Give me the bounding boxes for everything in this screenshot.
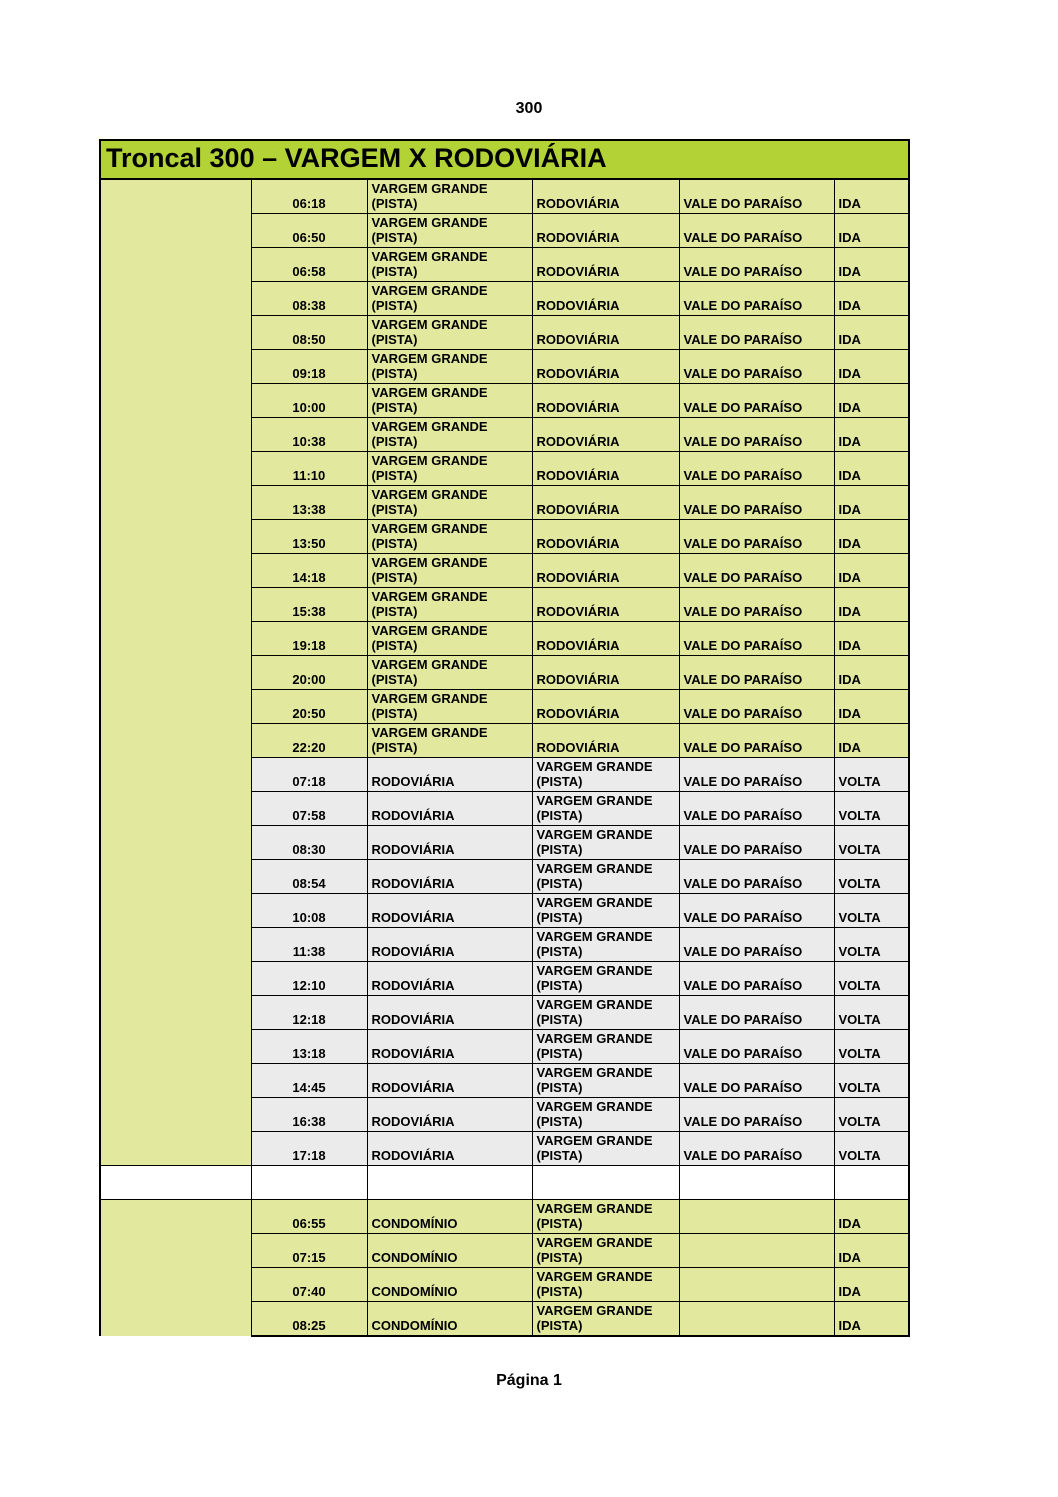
- cell-to: RODOVIÁRIA: [532, 350, 679, 384]
- cell-via: [679, 1234, 834, 1268]
- cell-from: [367, 1166, 532, 1200]
- cell-time: 13:50: [251, 520, 367, 554]
- cell-via: VALE DO PARAÍSO: [679, 860, 834, 894]
- cell-time: 10:08: [251, 894, 367, 928]
- cell-to: VARGEM GRANDE (PISTA): [532, 1302, 679, 1337]
- cell-time: 07:58: [251, 792, 367, 826]
- left-spacer-cell: [100, 179, 251, 1166]
- schedule-row: [100, 1166, 909, 1200]
- cell-direction: VOLTA: [834, 996, 909, 1030]
- cell-time: 08:50: [251, 316, 367, 350]
- cell-from: VARGEM GRANDE (PISTA): [367, 418, 532, 452]
- title-row: [100, 140, 909, 179]
- cell-to: VARGEM GRANDE (PISTA): [532, 1030, 679, 1064]
- cell-direction: IDA: [834, 418, 909, 452]
- cell-time: 06:50: [251, 214, 367, 248]
- cell-from: RODOVIÁRIA: [367, 996, 532, 1030]
- page-title: Troncal 300 – VARGEM X RODOVIÁRIA: [100, 140, 909, 179]
- cell-to: RODOVIÁRIA: [532, 418, 679, 452]
- cell-to: VARGEM GRANDE (PISTA): [532, 996, 679, 1030]
- cell-to: RODOVIÁRIA: [532, 520, 679, 554]
- cell-to: RODOVIÁRIA: [532, 656, 679, 690]
- cell-via: VALE DO PARAÍSO: [679, 214, 834, 248]
- cell-time: 07:18: [251, 758, 367, 792]
- cell-time: 11:38: [251, 928, 367, 962]
- cell-from: VARGEM GRANDE (PISTA): [367, 656, 532, 690]
- cell-to: RODOVIÁRIA: [532, 622, 679, 656]
- cell-direction: IDA: [834, 452, 909, 486]
- cell-from: CONDOMÍNIO: [367, 1234, 532, 1268]
- cell-from: VARGEM GRANDE (PISTA): [367, 588, 532, 622]
- cell-direction: IDA: [834, 214, 909, 248]
- cell-via: VALE DO PARAÍSO: [679, 248, 834, 282]
- cell-from: VARGEM GRANDE (PISTA): [367, 282, 532, 316]
- cell-from: RODOVIÁRIA: [367, 826, 532, 860]
- cell-to: RODOVIÁRIA: [532, 214, 679, 248]
- cell-via: VALE DO PARAÍSO: [679, 996, 834, 1030]
- cell-from: RODOVIÁRIA: [367, 758, 532, 792]
- cell-from: VARGEM GRANDE (PISTA): [367, 248, 532, 282]
- cell-direction: IDA: [834, 486, 909, 520]
- cell-via: VALE DO PARAÍSO: [679, 350, 834, 384]
- cell-direction: IDA: [834, 520, 909, 554]
- cell-to: VARGEM GRANDE (PISTA): [532, 792, 679, 826]
- cell-direction: IDA: [834, 724, 909, 758]
- cell-to: VARGEM GRANDE (PISTA): [532, 758, 679, 792]
- cell-time: 13:38: [251, 486, 367, 520]
- cell-via: VALE DO PARAÍSO: [679, 792, 834, 826]
- cell-direction: IDA: [834, 350, 909, 384]
- left-spacer-cell: [100, 1166, 251, 1200]
- cell-via: VALE DO PARAÍSO: [679, 418, 834, 452]
- cell-to: VARGEM GRANDE (PISTA): [532, 826, 679, 860]
- cell-direction: VOLTA: [834, 860, 909, 894]
- cell-from: VARGEM GRANDE (PISTA): [367, 486, 532, 520]
- cell-to: RODOVIÁRIA: [532, 384, 679, 418]
- cell-time: 08:38: [251, 282, 367, 316]
- cell-to: RODOVIÁRIA: [532, 554, 679, 588]
- cell-to: VARGEM GRANDE (PISTA): [532, 1098, 679, 1132]
- cell-from: RODOVIÁRIA: [367, 1132, 532, 1166]
- cell-to: VARGEM GRANDE (PISTA): [532, 894, 679, 928]
- cell-time: 09:18: [251, 350, 367, 384]
- cell-via: VALE DO PARAÍSO: [679, 1064, 834, 1098]
- cell-time: 14:18: [251, 554, 367, 588]
- left-spacer-cell: [100, 1200, 251, 1337]
- cell-direction: IDA: [834, 179, 909, 214]
- cell-time: 20:00: [251, 656, 367, 690]
- cell-direction: VOLTA: [834, 758, 909, 792]
- cell-from: RODOVIÁRIA: [367, 962, 532, 996]
- cell-time: 22:20: [251, 724, 367, 758]
- cell-to: RODOVIÁRIA: [532, 316, 679, 350]
- cell-from: RODOVIÁRIA: [367, 928, 532, 962]
- cell-direction: [834, 1166, 909, 1200]
- cell-time: 07:15: [251, 1234, 367, 1268]
- cell-time: 19:18: [251, 622, 367, 656]
- cell-from: RODOVIÁRIA: [367, 894, 532, 928]
- cell-from: VARGEM GRANDE (PISTA): [367, 520, 532, 554]
- cell-from: VARGEM GRANDE (PISTA): [367, 316, 532, 350]
- cell-time: 12:18: [251, 996, 367, 1030]
- cell-via: VALE DO PARAÍSO: [679, 282, 834, 316]
- cell-direction: IDA: [834, 588, 909, 622]
- cell-direction: VOLTA: [834, 826, 909, 860]
- cell-direction: IDA: [834, 316, 909, 350]
- cell-to: VARGEM GRANDE (PISTA): [532, 1200, 679, 1234]
- schedule-table: [99, 139, 910, 1337]
- cell-direction: IDA: [834, 282, 909, 316]
- cell-from: VARGEM GRANDE (PISTA): [367, 690, 532, 724]
- cell-to: VARGEM GRANDE (PISTA): [532, 1268, 679, 1302]
- cell-from: VARGEM GRANDE (PISTA): [367, 350, 532, 384]
- cell-direction: VOLTA: [834, 1132, 909, 1166]
- cell-time: 08:25: [251, 1302, 367, 1337]
- cell-to: VARGEM GRANDE (PISTA): [532, 860, 679, 894]
- cell-via: VALE DO PARAÍSO: [679, 1030, 834, 1064]
- cell-direction: IDA: [834, 248, 909, 282]
- cell-via: VALE DO PARAÍSO: [679, 520, 834, 554]
- cell-via: [679, 1166, 834, 1200]
- cell-via: VALE DO PARAÍSO: [679, 962, 834, 996]
- cell-direction: VOLTA: [834, 1064, 909, 1098]
- cell-to: RODOVIÁRIA: [532, 486, 679, 520]
- cell-time: 08:30: [251, 826, 367, 860]
- cell-from: VARGEM GRANDE (PISTA): [367, 622, 532, 656]
- cell-time: 11:10: [251, 452, 367, 486]
- cell-from: RODOVIÁRIA: [367, 1098, 532, 1132]
- cell-direction: VOLTA: [834, 1098, 909, 1132]
- cell-from: RODOVIÁRIA: [367, 860, 532, 894]
- cell-via: VALE DO PARAÍSO: [679, 452, 834, 486]
- cell-direction: IDA: [834, 384, 909, 418]
- cell-via: VALE DO PARAÍSO: [679, 554, 834, 588]
- cell-from: VARGEM GRANDE (PISTA): [367, 554, 532, 588]
- cell-via: VALE DO PARAÍSO: [679, 758, 834, 792]
- schedule-row: [100, 179, 909, 214]
- cell-via: VALE DO PARAÍSO: [679, 1132, 834, 1166]
- cell-direction: VOLTA: [834, 962, 909, 996]
- cell-from: VARGEM GRANDE (PISTA): [367, 384, 532, 418]
- cell-to: [532, 1166, 679, 1200]
- cell-direction: VOLTA: [834, 792, 909, 826]
- cell-to: RODOVIÁRIA: [532, 452, 679, 486]
- cell-direction: IDA: [834, 1200, 909, 1234]
- cell-direction: IDA: [834, 1302, 909, 1337]
- cell-to: RODOVIÁRIA: [532, 724, 679, 758]
- cell-via: VALE DO PARAÍSO: [679, 622, 834, 656]
- cell-to: RODOVIÁRIA: [532, 179, 679, 214]
- cell-via: VALE DO PARAÍSO: [679, 1098, 834, 1132]
- cell-from: VARGEM GRANDE (PISTA): [367, 179, 532, 214]
- cell-via: [679, 1200, 834, 1234]
- cell-to: VARGEM GRANDE (PISTA): [532, 1064, 679, 1098]
- page-footer: Página 1: [496, 1372, 562, 1389]
- cell-to: VARGEM GRANDE (PISTA): [532, 928, 679, 962]
- cell-via: VALE DO PARAÍSO: [679, 894, 834, 928]
- cell-direction: IDA: [834, 1234, 909, 1268]
- cell-to: RODOVIÁRIA: [532, 248, 679, 282]
- cell-direction: VOLTA: [834, 1030, 909, 1064]
- cell-time: 07:40: [251, 1268, 367, 1302]
- cell-via: VALE DO PARAÍSO: [679, 588, 834, 622]
- cell-direction: VOLTA: [834, 894, 909, 928]
- cell-via: [679, 1268, 834, 1302]
- cell-direction: IDA: [834, 622, 909, 656]
- cell-to: VARGEM GRANDE (PISTA): [532, 962, 679, 996]
- cell-from: RODOVIÁRIA: [367, 792, 532, 826]
- cell-from: CONDOMÍNIO: [367, 1200, 532, 1234]
- cell-direction: IDA: [834, 1268, 909, 1302]
- cell-via: VALE DO PARAÍSO: [679, 928, 834, 962]
- cell-from: RODOVIÁRIA: [367, 1030, 532, 1064]
- cell-via: VALE DO PARAÍSO: [679, 826, 834, 860]
- cell-time: 06:55: [251, 1200, 367, 1234]
- cell-via: VALE DO PARAÍSO: [679, 486, 834, 520]
- schedule-row: [100, 1200, 909, 1234]
- cell-via: VALE DO PARAÍSO: [679, 384, 834, 418]
- cell-from: CONDOMÍNIO: [367, 1302, 532, 1337]
- cell-direction: VOLTA: [834, 928, 909, 962]
- cell-from: VARGEM GRANDE (PISTA): [367, 214, 532, 248]
- cell-time: 08:54: [251, 860, 367, 894]
- cell-time: 06:18: [251, 179, 367, 214]
- cell-from: VARGEM GRANDE (PISTA): [367, 724, 532, 758]
- cell-time: 06:58: [251, 248, 367, 282]
- cell-time: [251, 1166, 367, 1200]
- page-header-number: 300: [515, 100, 543, 117]
- cell-via: VALE DO PARAÍSO: [679, 690, 834, 724]
- cell-from: RODOVIÁRIA: [367, 1064, 532, 1098]
- cell-to: VARGEM GRANDE (PISTA): [532, 1132, 679, 1166]
- cell-via: VALE DO PARAÍSO: [679, 179, 834, 214]
- cell-time: 20:50: [251, 690, 367, 724]
- cell-time: 16:38: [251, 1098, 367, 1132]
- cell-direction: IDA: [834, 656, 909, 690]
- cell-to: RODOVIÁRIA: [532, 690, 679, 724]
- cell-via: VALE DO PARAÍSO: [679, 316, 834, 350]
- cell-time: 10:00: [251, 384, 367, 418]
- cell-time: 10:38: [251, 418, 367, 452]
- cell-time: 13:18: [251, 1030, 367, 1064]
- cell-to: VARGEM GRANDE (PISTA): [532, 1234, 679, 1268]
- cell-time: 17:18: [251, 1132, 367, 1166]
- cell-direction: IDA: [834, 690, 909, 724]
- cell-via: VALE DO PARAÍSO: [679, 656, 834, 690]
- cell-time: 15:38: [251, 588, 367, 622]
- cell-time: 14:45: [251, 1064, 367, 1098]
- cell-from: CONDOMÍNIO: [367, 1268, 532, 1302]
- cell-from: VARGEM GRANDE (PISTA): [367, 452, 532, 486]
- cell-via: [679, 1302, 834, 1337]
- cell-via: VALE DO PARAÍSO: [679, 724, 834, 758]
- cell-to: RODOVIÁRIA: [532, 588, 679, 622]
- cell-time: 12:10: [251, 962, 367, 996]
- cell-to: RODOVIÁRIA: [532, 282, 679, 316]
- cell-direction: IDA: [834, 554, 909, 588]
